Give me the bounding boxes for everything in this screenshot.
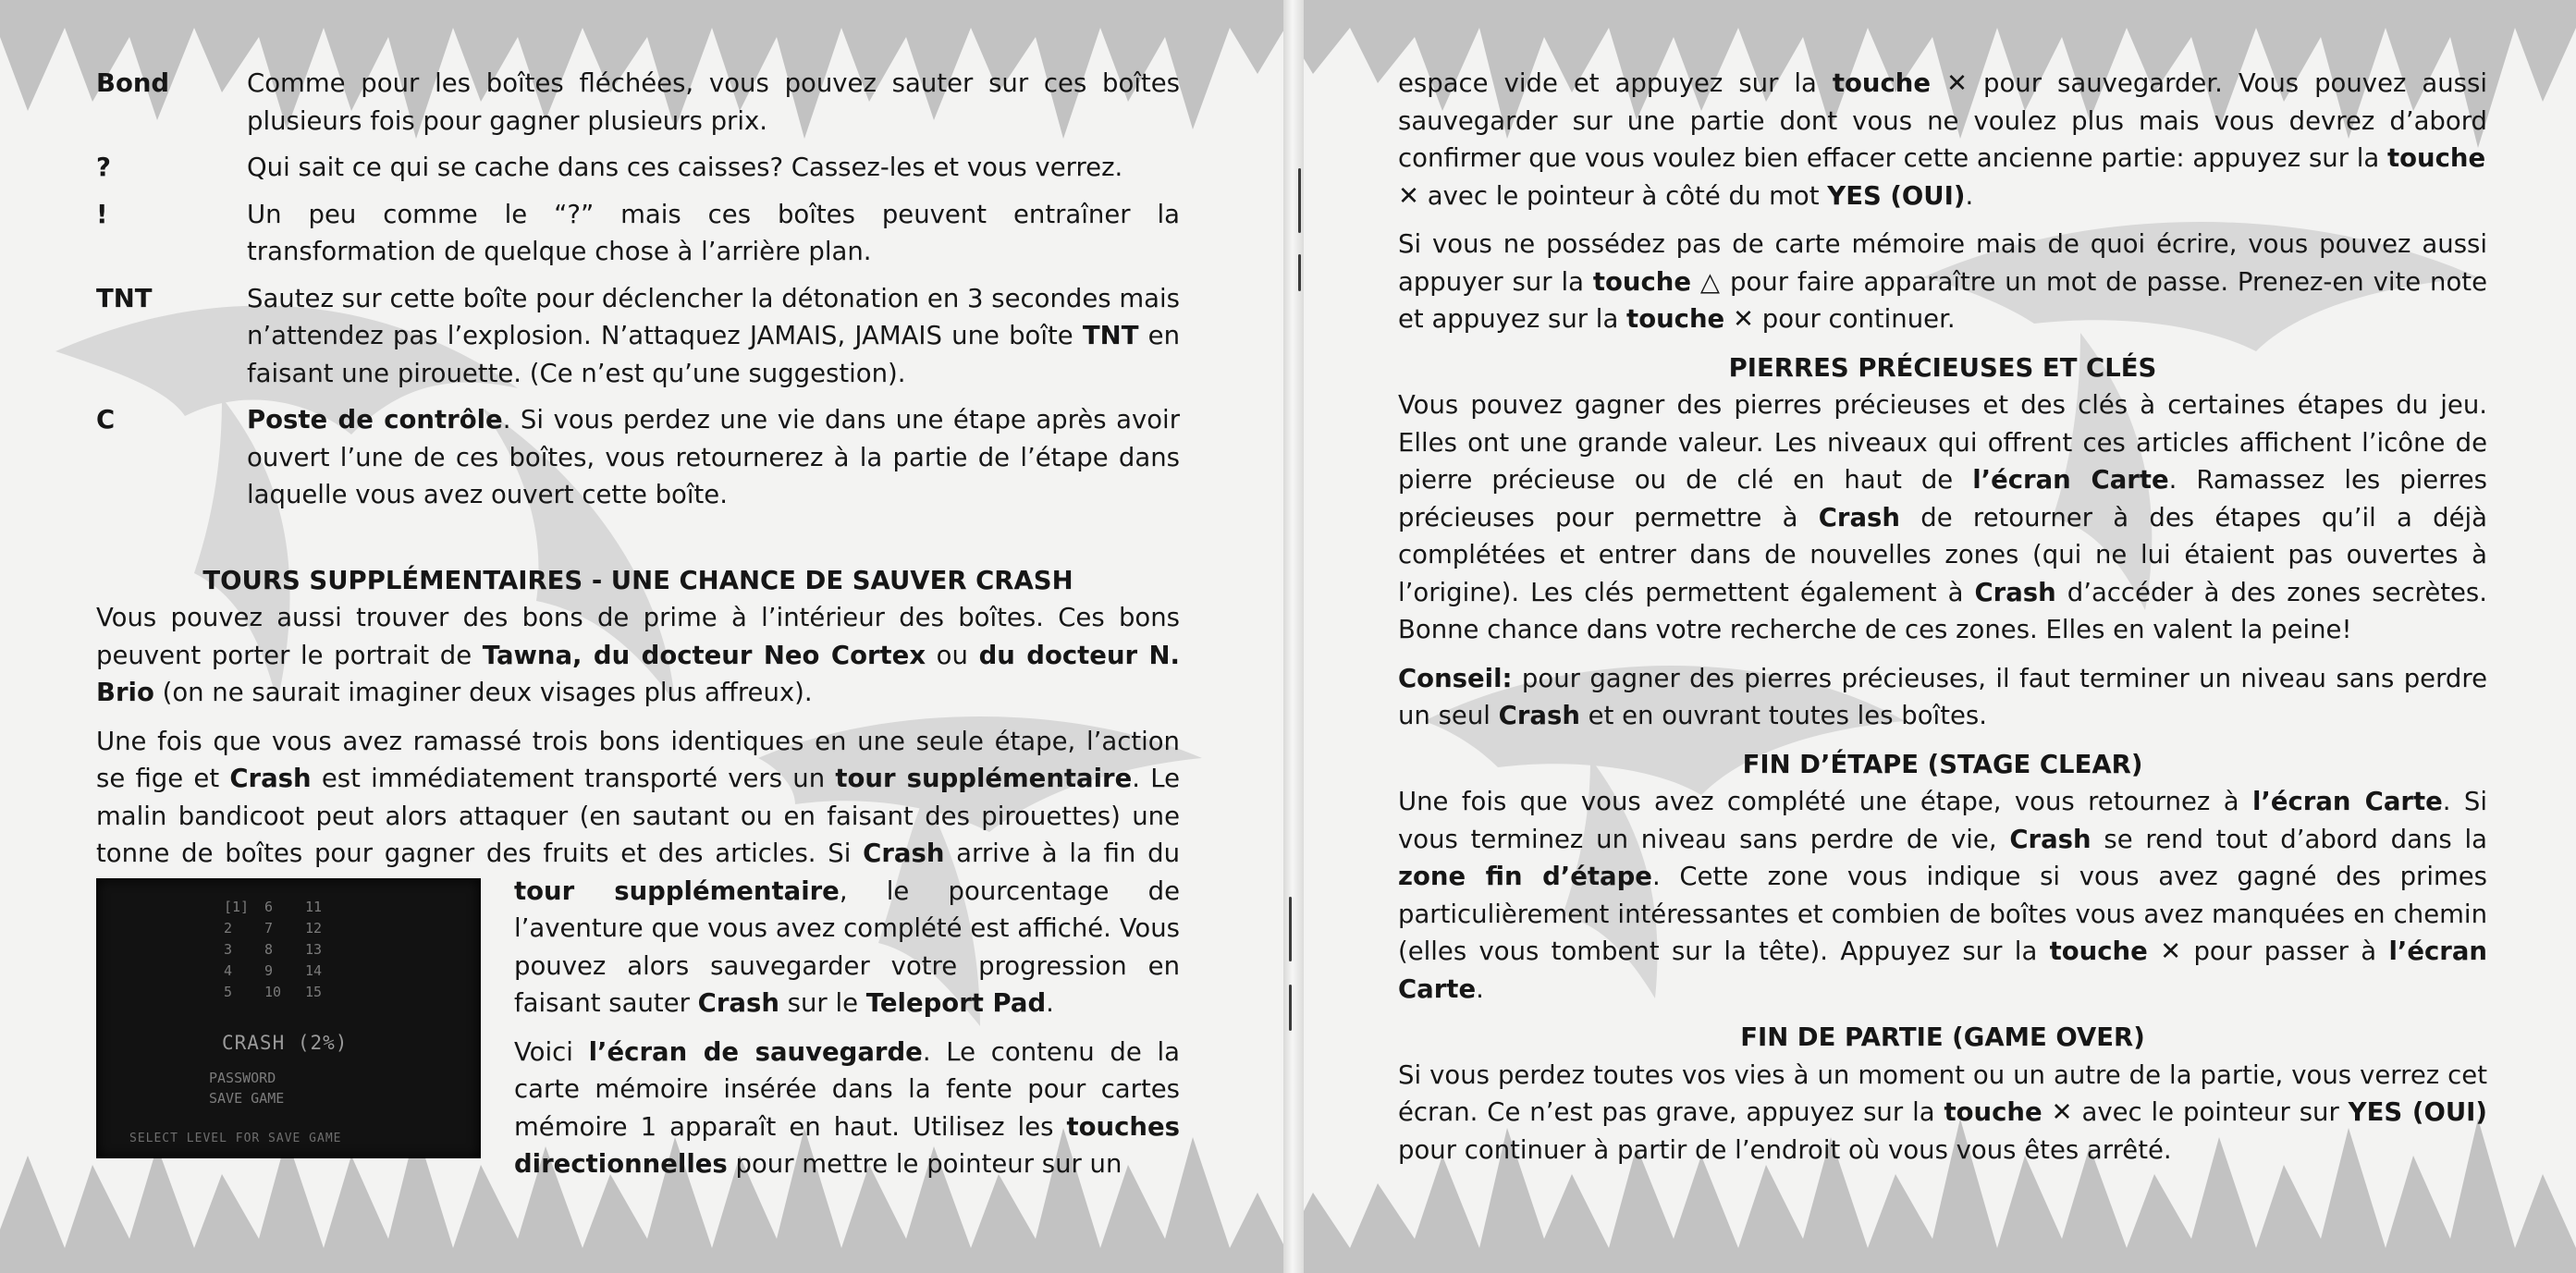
gems-paragraph: Vous pouvez gagner des pierres précieuses et des clés à certaines étapes du jeu. Elles ont une grande valeur. Les niveaux qui offrent ces articles affichent l’icône de pierre précieuse ou de clé en haut de l’écran Carte. Ramassez les pierres précieuses pour permettre à Crash de retourner à des étapes qu’il a déjà complétées et entrer dans de nouvelles zones (qui ne lui étaient pas ouvertes à l’origine). Les clés permettent également à Crash d’accéder à des zones secrètes. Bonne chance dans votre recherche de ces zones. Elles en valent la peine! [1398,390,2488,644]
stage-clear-heading: FIN D’ÉTAPE (STAGE CLEAR) [1742,749,2143,779]
staple-bottom-lower [1289,985,1292,1031]
left-page [96,65,1180,1194]
definition-question: ? Qui sait ce qui se cache dans ces caisses? Cassez-les et vous verrez. [96,153,1123,182]
staple-top [1298,168,1301,233]
staple-top-lower [1298,254,1301,291]
cross-button-icon: ✕ [1946,68,1969,98]
save-screen-paragraph: Voici l’écran de sauvegarde. Le contenu de la carte mémoire insérée dans la fente pour cartes mémoire 1 apparaît en haut. Utilisez les touches directionnelles pour mettre le pointeur sur un [514,1036,1180,1179]
cross-button-icon: ✕ [1732,304,1754,334]
tip-paragraph: Conseil: pour gagner des pierres précieuses, il faut terminer un niveau sans perdre un seul Crash et en ouvrant toutes les boîtes. [1398,663,2487,730]
definition-bond: Bond Comme pour les boîtes fléchées, vous pouvez sauter sur ces boîtes plusieurs fois pour gagner plusieurs prix. [96,68,1180,136]
save-screen-screenshot [96,878,481,1158]
definition-checkpoint: C Poste de contrôle. Si vous perdez une vie dans une étape après avoir ouvert l’une de ces boîtes, vous retournerez à la partie de l’étape dans laquelle vous avez ouvert cette boîte. [96,405,1180,509]
game-over-heading: FIN DE PARTIE (GAME OVER) [1740,1022,2145,1052]
definition-tnt: TNT Sautez sur cette boîte pour déclencher la détonation en 3 secondes mais n’attendez pas l’explosion. N’attaquez JAMAIS, JAMAIS une boîte TNT en faisant une pirouette. (Ce n’est qu’une suggestion). [96,283,1181,388]
definition-exclamation: ! Un peu comme le “?” mais ces boîtes peuvent entraîner la transformation de quelque chose à l’arrière plan. [96,199,1180,266]
cross-button-icon: ✕ [2051,1097,2073,1127]
save-screen-title: CRASH (2%) [222,1031,349,1054]
password-option: PASSWORD [209,1069,276,1086]
staple-bottom [1289,897,1292,961]
bonus-paragraph-1: Vous pouvez aussi trouver des bons de prime à l’intérieur des boîtes. Ces bons peuvent porter le portrait de Tawna, du docteur Neo Cortex ou du docteur N. Brio (on ne saurait imaginer deux visages plus affreux). [96,603,1180,707]
cross-button-icon: ✕ [2160,936,2182,966]
save-game-option: SAVE GAME [209,1089,285,1107]
bonus-paragraph-2: Une fois que vous avez ramassé trois bons identiques en une seule étape, l’action se fige et Crash est immédiatement transporté vers un tour supplémentaire. Le malin bandicoot peut alors attaquer (en sautant ou en faisant des pirouettes) une tonne de boîtes pour gagner des fruits et des articles. Si Crash arrive à la fin du [1] 6 11 2 7 12 3 8 13 4 9 14 5 10 15 CRASH (2%) PASSWORD SAVE GAME SELECT LEVEL FOR SAVE GAME tour supplémentaire, le pourcentage de l’aventure que vous avez complété est affiché. Vous pouvez alors sauvegarder votre progression en faisant sauter Crash sur le Teleport Pad. [96,723,1180,1022]
stage-clear-paragraph: Une fois que vous avez complété une étape, vous retournez à l’écran Carte. Si vous terminez un niveau sans perdre de vie, Crash se rend tout d’abord dans la zone fin d’étape. Cette zone vous indique si vous avez gagné des primes particulièrement intéressantes et combien de boîtes vous avez manquées en chemin (elles vous tombent sur la tête). Appuyez sur la touche ✕ pour passer à l’écran Carte. [1398,787,2488,1004]
game-over-paragraph: Si vous perdez toutes vos vies à un moment ou un autre de la partie, vous verrez cet écran. Ce n’est pas grave, appuyez sur la touche ✕ avec le pointeur sur YES (OUI) pour continuer à partir de l’endroit où vous vous êtes arrêté. [1398,1059,2487,1165]
cross-button-icon: ✕ [1398,180,1420,211]
save-screen-hint: SELECT LEVEL FOR SAVE GAME [129,1131,342,1145]
bonus-heading: TOURS SUPPLÉMENTAIRES - UNE CHANCE DE SAUVER CRASH [202,565,1073,595]
password-paragraph: Si vous ne possédez pas de carte mémoire mais de quoi écrire, vous pouvez aussi appuyer sur la touche △ pour faire apparaître un mot de passe. Prenez-en vite note et appuyez sur la touche ✕ pour continuer. [1398,229,2487,334]
right-page [1398,65,2487,1180]
gems-heading: PIERRES PRÉCIEUSES ET CLÉS [1728,352,2157,383]
save-slot-grid: [1] 6 11 2 7 12 3 8 13 4 9 14 5 10 15 [224,898,323,1000]
triangle-button-icon: △ [1699,266,1722,297]
save-instructions-paragraph: espace vide et appuyez sur la touche ✕ pour sauvegarder. Vous pouvez aussi sauvegarder sur une partie dont vous ne voulez plus mais vous devrez d’abord confirmer que vous voulez bien effacer cette ancienne partie: appuyez sur la touche ✕ avec le pointeur à côté du mot YES (OUI). [1398,68,2487,211]
